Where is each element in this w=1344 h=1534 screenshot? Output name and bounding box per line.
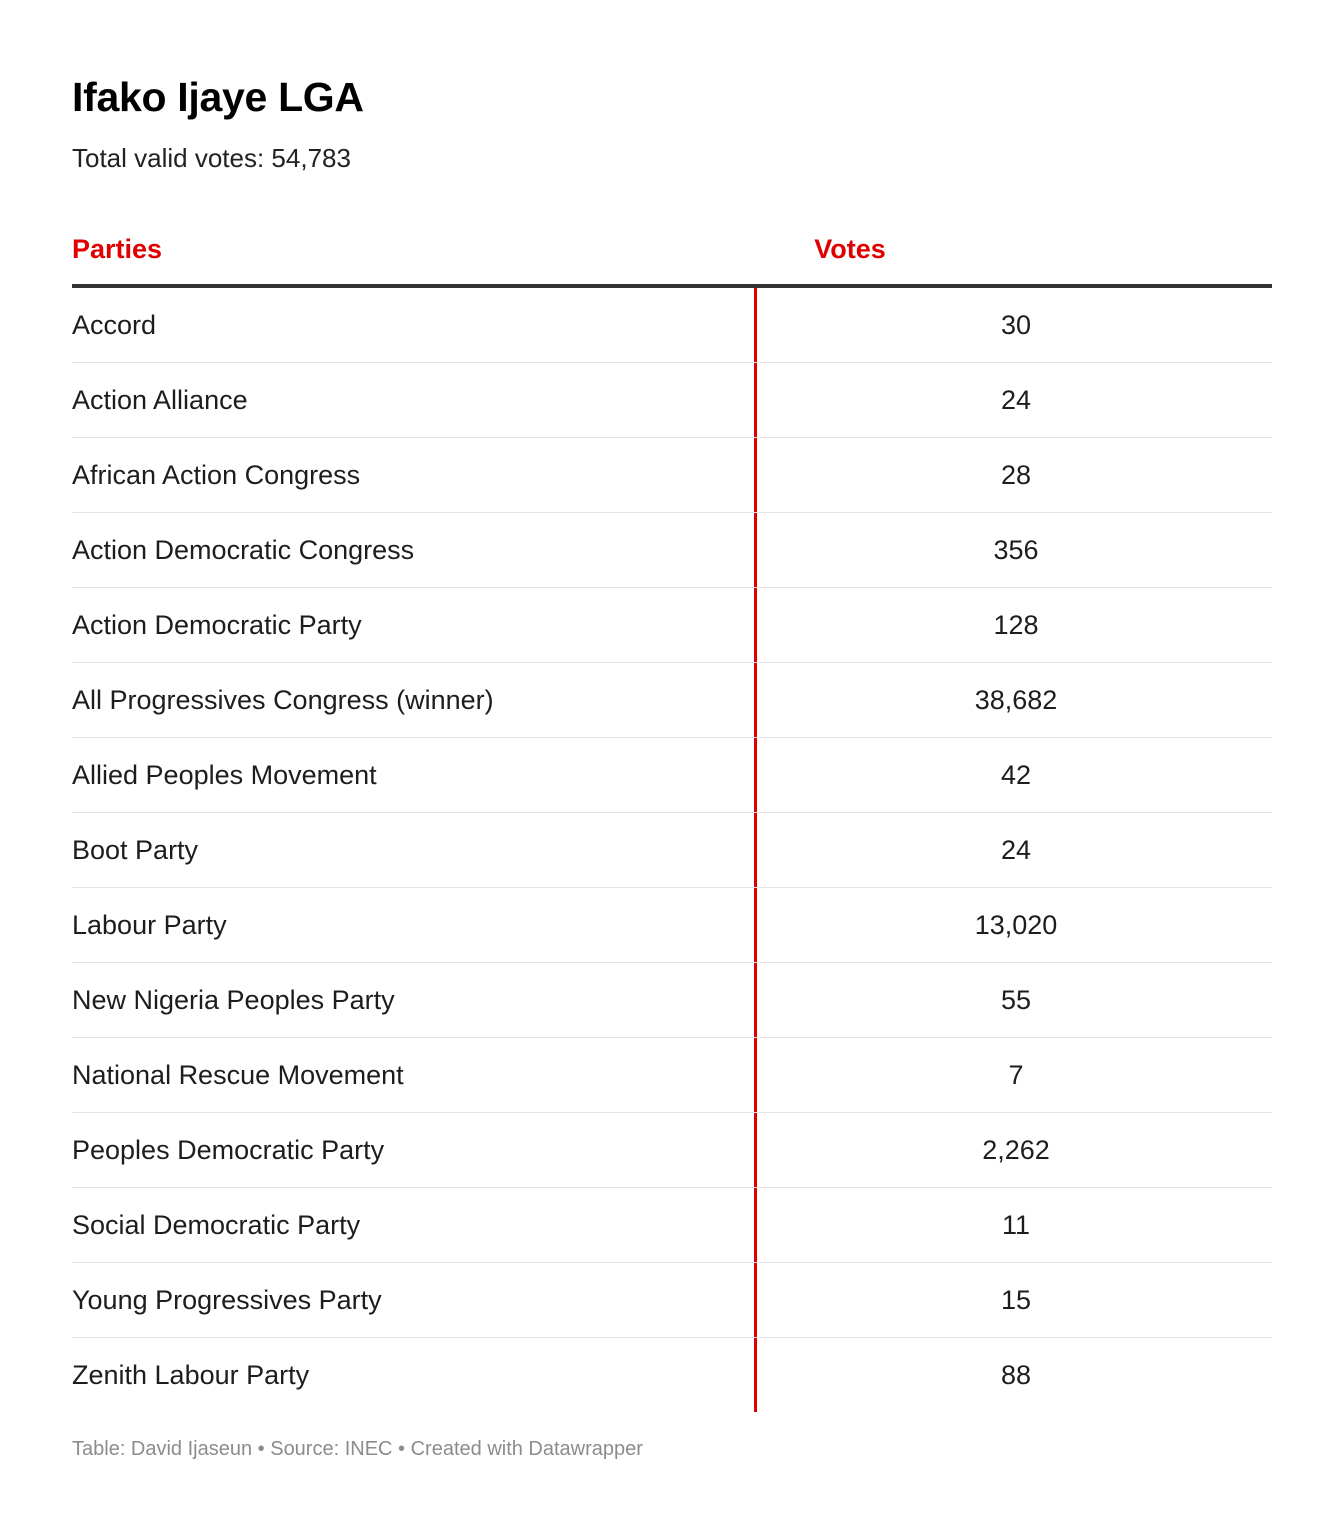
table-row: [72, 1188, 1272, 1263]
party-cell: All Progressives Congress (winner): [72, 685, 494, 715]
table-row: [72, 1263, 1272, 1338]
party-cell: Young Progressives Party: [72, 1285, 382, 1315]
party-cell: National Rescue Movement: [72, 1060, 404, 1090]
votes-cell: 128: [754, 588, 1275, 662]
party-cell: Action Democratic Party: [72, 610, 362, 640]
votes-cell: 13,020: [754, 888, 1275, 962]
party-cell: Allied Peoples Movement: [72, 760, 377, 790]
table-row: [72, 888, 1272, 963]
votes-cell: 88: [754, 1338, 1275, 1412]
votes-cell: 24: [754, 813, 1275, 887]
votes-cell: 28: [754, 438, 1275, 512]
table-row: [72, 1038, 1272, 1113]
votes-cell: 15: [754, 1263, 1275, 1337]
table-row: [72, 588, 1272, 663]
party-cell: Labour Party: [72, 910, 227, 940]
votes-cell: 7: [754, 1038, 1275, 1112]
party-cell: Zenith Labour Party: [72, 1360, 310, 1390]
table-row: [72, 363, 1272, 438]
party-cell: New Nigeria Peoples Party: [72, 985, 395, 1015]
table-row: [72, 288, 1272, 363]
table-body: [72, 288, 1272, 1412]
votes-cell: 24: [754, 363, 1275, 437]
votes-cell: 38,682: [754, 663, 1275, 737]
party-cell: Social Democratic Party: [72, 1210, 361, 1240]
table-row: [72, 513, 1272, 588]
party-cell: African Action Congress: [72, 460, 361, 490]
party-cell: Accord: [72, 310, 157, 340]
table-row: [72, 1113, 1272, 1188]
party-cell: Peoples Democratic Party: [72, 1135, 385, 1165]
votes-cell: 356: [754, 513, 1275, 587]
table-header: [72, 226, 1272, 288]
party-cell: Action Democratic Congress: [72, 535, 415, 565]
votes-cell: 30: [754, 288, 1275, 362]
chart-title: Ifako Ijaye LGA: [72, 74, 364, 120]
party-cell: Boot Party: [72, 835, 199, 865]
chart-subtitle: Total valid votes: 54,783: [72, 143, 351, 173]
table-row: [72, 1338, 1272, 1412]
votes-cell: 2,262: [754, 1113, 1275, 1187]
chart-footer: Table: David Ijaseun • Source: INEC • Created with Datawrapper: [72, 1438, 643, 1460]
votes-cell: 42: [754, 738, 1275, 812]
column-header-votes[interactable]: Votes: [814, 234, 886, 264]
party-cell: Action Alliance: [72, 385, 248, 415]
column-header-parties[interactable]: Parties: [72, 234, 163, 264]
table-row: [72, 738, 1272, 813]
table-row: [72, 438, 1272, 513]
votes-cell: 11: [754, 1188, 1275, 1262]
table-row: [72, 963, 1272, 1038]
table-row: [72, 663, 1272, 738]
table-row: [72, 813, 1272, 888]
votes-cell: 55: [754, 963, 1275, 1037]
